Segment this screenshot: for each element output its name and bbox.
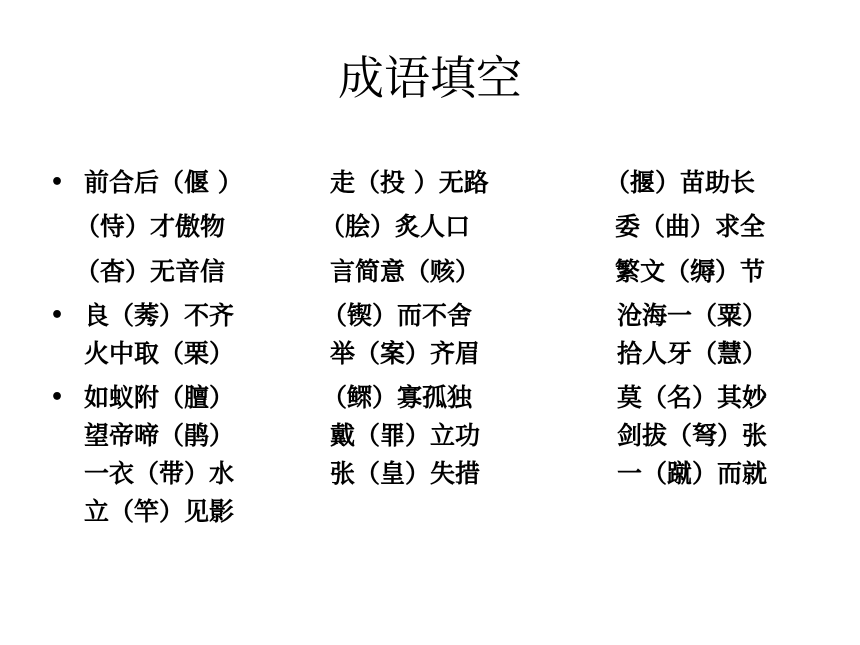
col1-line-4: 良（莠）不齐 xyxy=(84,301,235,330)
bullet-2: • xyxy=(50,303,65,328)
col1-line-9: 立（竿）见影 xyxy=(84,497,235,526)
col1-line-6: 如蚁附（膻） xyxy=(84,383,235,412)
col2-line-5: 举（案）齐眉 xyxy=(330,339,481,368)
col3-line-3: 繁文（缛）节 xyxy=(615,257,766,286)
col3-line-5: 拾人牙（慧） xyxy=(617,339,768,368)
col2-line-8: 张（皇）失措 xyxy=(330,459,481,488)
col2-line-3: 言简意（赅） xyxy=(330,257,481,286)
col2-line-2: （脍）炙人口 xyxy=(320,212,471,241)
col3-line-4: 沧海一（粟） xyxy=(617,301,768,330)
col1-line-8: 一衣（带）水 xyxy=(84,459,235,488)
col3-line-6: 莫（名）其妙 xyxy=(617,383,768,412)
col2-line-6: （鳏）寡孤独 xyxy=(322,383,473,412)
bullet-1: • xyxy=(50,170,65,195)
col2-line-4: （锲）而不舍 xyxy=(322,301,473,330)
col2-line-7: 戴（罪）立功 xyxy=(330,421,481,450)
col3-line-2: 委（曲）求全 xyxy=(615,212,766,241)
col3-line-8: 一（蹴）而就 xyxy=(617,459,768,488)
slide-title: 成语填空 xyxy=(338,51,522,105)
col1-line-5: 火中取（栗） xyxy=(84,339,235,368)
col1-line-1: 前合后（偃 ） xyxy=(84,168,243,197)
col3-line-1: （揠）苗助长 xyxy=(605,168,756,197)
col2-line-1: 走（投 ）无路 xyxy=(330,168,489,197)
col3-line-7: 剑拔（弩）张 xyxy=(617,421,768,450)
col1-line-3: （杳）无音信 xyxy=(75,257,226,286)
col1-line-2: （恃）才傲物 xyxy=(75,212,226,241)
col1-line-7: 望帝啼（鹃） xyxy=(84,421,235,450)
bullet-3: • xyxy=(50,385,65,410)
